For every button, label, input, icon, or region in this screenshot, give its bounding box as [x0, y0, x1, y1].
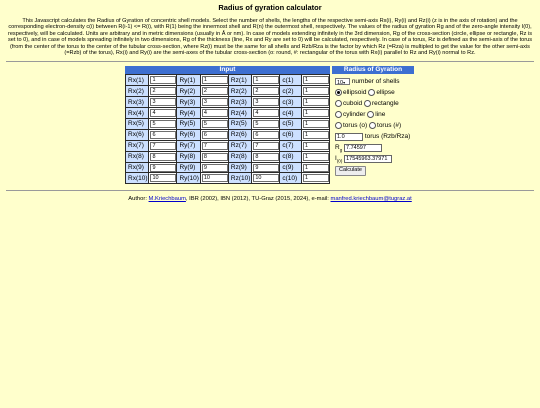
c-cell	[302, 173, 330, 184]
ry-cell	[200, 151, 228, 162]
rg-row	[335, 142, 414, 153]
input-row	[126, 140, 330, 151]
rx-label: Rx(10)	[126, 173, 149, 184]
rx-cell	[149, 140, 177, 151]
rz-cell	[252, 151, 280, 162]
rx-cell	[149, 129, 177, 140]
c-cell	[302, 75, 330, 86]
ry-cell	[200, 97, 228, 108]
i0-row	[335, 153, 414, 164]
c-input[interactable]: 1	[303, 174, 329, 182]
c-label: c(1)	[280, 75, 302, 86]
footer	[0, 196, 540, 202]
c-cell	[302, 108, 330, 119]
rx-input[interactable]: 7	[150, 142, 176, 150]
input-row	[126, 86, 330, 97]
rz-label: Rz(5)	[228, 119, 251, 130]
rz-cell	[252, 75, 280, 86]
ry-input[interactable]: 9	[202, 164, 228, 172]
rg-output[interactable]: 7.74597	[344, 144, 382, 152]
ry-cell	[200, 140, 228, 151]
input-panel	[125, 66, 330, 184]
ry-label: Ry(5)	[177, 119, 200, 130]
c-label: c(9)	[280, 162, 302, 173]
i0-output[interactable]: 17545963.37971	[344, 155, 392, 163]
ry-input[interactable]: 1	[202, 76, 228, 84]
calculator-area	[0, 66, 540, 190]
c-label: c(8)	[280, 151, 302, 162]
ry-input[interactable]: 6	[202, 131, 228, 139]
rx-cell	[149, 97, 177, 108]
rz-input[interactable]: 1	[253, 76, 279, 84]
rz-label: Rz(2)	[228, 86, 251, 97]
rz-cell	[252, 129, 280, 140]
c-cell	[302, 86, 330, 97]
rz-cell	[252, 108, 280, 119]
rx-input[interactable]: 3	[150, 98, 176, 106]
rx-cell	[149, 162, 177, 173]
rx-cell	[149, 151, 177, 162]
c-cell	[302, 162, 330, 173]
rx-input[interactable]: 10	[150, 174, 176, 182]
rx-cell	[149, 86, 177, 97]
rz-cell	[252, 173, 280, 184]
ry-cell	[200, 162, 228, 173]
email-link[interactable]: manfred.kriechbaum@tugraz.at	[330, 196, 412, 203]
footer-middle: , IBR (2002), IBN (2012), TU-Graz (2015, 2024), e-mail:	[185, 196, 331, 203]
rz-input[interactable]: 9	[253, 164, 279, 172]
c-input[interactable]: 1	[303, 76, 329, 84]
label-line: line	[375, 111, 386, 119]
torus-factor-input[interactable]: 1.0	[335, 133, 363, 141]
c-label: c(4)	[280, 108, 302, 119]
ry-label: Ry(4)	[177, 108, 200, 119]
ry-label: Ry(1)	[177, 75, 200, 86]
c-cell	[302, 97, 330, 108]
input-row	[126, 173, 330, 184]
c-cell	[302, 119, 330, 130]
rz-label: Rz(8)	[228, 151, 251, 162]
c-cell	[302, 151, 330, 162]
rz-label: Rz(6)	[228, 129, 251, 140]
c-input[interactable]: 1	[303, 164, 329, 172]
radio-rectangle[interactable]	[364, 100, 371, 107]
c-label: c(3)	[280, 97, 302, 108]
input-row	[126, 97, 330, 108]
input-row	[126, 151, 330, 162]
rz-label: Rz(3)	[228, 97, 251, 108]
shells-row	[335, 76, 414, 87]
ry-input[interactable]: 2	[202, 87, 228, 95]
rx-label: Rx(3)	[126, 97, 149, 108]
radio-cylinder[interactable]	[335, 111, 342, 118]
rx-label: Rx(9)	[126, 162, 149, 173]
rx-input[interactable]: 4	[150, 109, 176, 117]
ry-cell	[200, 173, 228, 184]
chevron-down-icon: ▾	[343, 80, 346, 86]
shells-label: number of shells	[351, 78, 400, 86]
rz-input[interactable]: 2	[253, 87, 279, 95]
rz-label: Rz(1)	[228, 75, 251, 86]
rz-label: Rz(10)	[228, 173, 251, 184]
label-cylinder: cylinder	[343, 111, 366, 119]
rz-input[interactable]: 5	[253, 120, 279, 128]
label-ellipsoid: ellipsoid	[343, 89, 367, 97]
rz-cell	[252, 119, 280, 130]
rx-label: Rx(7)	[126, 140, 149, 151]
c-cell	[302, 129, 330, 140]
rz-input[interactable]: 7	[253, 142, 279, 150]
label-rectangle: rectangle	[371, 100, 399, 108]
rx-input[interactable]: 2	[150, 87, 176, 95]
calculate-button[interactable]: Calculate	[335, 166, 366, 176]
ry-input[interactable]: 7	[202, 142, 228, 150]
rz-input[interactable]: 10	[253, 174, 279, 182]
torus-factor-row	[335, 131, 414, 142]
label-torus-round: torus (o)	[343, 122, 368, 130]
rz-input[interactable]: 3	[253, 98, 279, 106]
ry-input[interactable]: 10	[202, 174, 228, 182]
ry-label: Ry(2)	[177, 86, 200, 97]
c-input[interactable]: 1	[303, 142, 329, 150]
rx-label: Rx(6)	[126, 129, 149, 140]
rx-input[interactable]: 1	[150, 76, 176, 84]
rx-label: Rx(4)	[126, 108, 149, 119]
c-label: c(2)	[280, 86, 302, 97]
rz-input[interactable]: 8	[253, 153, 279, 161]
label-torus-rect: torus (#)	[377, 122, 402, 130]
rx-cell	[149, 119, 177, 130]
ry-label: Ry(10)	[177, 173, 200, 184]
ry-cell	[200, 108, 228, 119]
i0-label: $I_{(0)}$	[335, 155, 343, 164]
rog-header: Radius of Gyration	[332, 66, 414, 74]
c-label: c(5)	[280, 119, 302, 130]
shape-row-2	[335, 98, 414, 109]
author-link[interactable]: M.Kriechbaum	[148, 196, 186, 203]
input-header: Input	[125, 66, 330, 74]
shape-row-1	[335, 87, 414, 98]
rx-label: Rx(8)	[126, 151, 149, 162]
input-table	[125, 74, 330, 184]
label-ellipse: ellipse	[376, 89, 395, 97]
c-input[interactable]: 1	[303, 109, 329, 117]
c-label: c(10)	[280, 173, 302, 184]
rz-cell	[252, 162, 280, 173]
divider-top	[6, 61, 534, 62]
rz-label: Rz(4)	[228, 108, 251, 119]
radio-ellipse[interactable]	[368, 89, 375, 96]
ry-label: Ry(7)	[177, 140, 200, 151]
footer-prefix: Author:	[128, 196, 149, 203]
c-label: c(6)	[280, 129, 302, 140]
rx-input[interactable]: 9	[150, 164, 176, 172]
c-input[interactable]: 1	[303, 120, 329, 128]
c-input[interactable]: 1	[303, 131, 329, 139]
ry-label: Ry(9)	[177, 162, 200, 173]
radio-torus-round[interactable]	[335, 122, 342, 129]
input-row	[126, 162, 330, 173]
ry-label: Ry(3)	[177, 97, 200, 108]
input-row	[126, 129, 330, 140]
rx-input[interactable]: 6	[150, 131, 176, 139]
rz-cell	[252, 86, 280, 97]
rx-input[interactable]: 8	[150, 153, 176, 161]
ry-input[interactable]: 4	[202, 109, 228, 117]
c-label: c(7)	[280, 140, 302, 151]
rx-label: Rx(2)	[126, 86, 149, 97]
rx-input[interactable]: 5	[150, 120, 176, 128]
ry-cell	[200, 129, 228, 140]
rx-cell	[149, 75, 177, 86]
calculate-row	[335, 164, 414, 175]
shape-row-3	[335, 109, 414, 120]
rx-cell	[149, 108, 177, 119]
rz-cell	[252, 97, 280, 108]
radius-of-gyration-panel	[332, 66, 414, 175]
rz-label: Rz(9)	[228, 162, 251, 173]
c-input[interactable]: 1	[303, 98, 329, 106]
ry-input[interactable]: 3	[202, 98, 228, 106]
radio-cuboid[interactable]	[335, 100, 342, 107]
shape-row-4	[335, 120, 414, 131]
c-input[interactable]: 1	[303, 87, 329, 95]
rg-label: $R_g$	[335, 144, 343, 153]
rz-label: Rz(7)	[228, 140, 251, 151]
c-input[interactable]: 1	[303, 153, 329, 161]
radio-line[interactable]	[367, 111, 374, 118]
c-cell	[302, 140, 330, 151]
shells-select[interactable]	[335, 78, 350, 85]
rx-label: Rx(1)	[126, 75, 149, 86]
ry-input[interactable]: 5	[202, 120, 228, 128]
description: This Javascript calculates the Radius of Gyration of concentric shell models. Select the number of shells, the lengths of the respective semi-axis Rx(i), Ry(i) and Rz(i) (z is in the axis of rotation) and the corresponding electron-density c(i) between R(i-1) <= R(i), with R(1) being the innermost shell and R(n) the outermost shell, respectively. The values of the radius of gyration Rg and of the zero-angle intensity I(0), respectively, will be calculated. Units are arbitrary and in metric dimensions (usually in Å or nm). In case of models extending infinitely in the 3rd dimension, Rg of the cross-section (circle, ellipse or rectangle, Rz is set to 0), and in case of models spreading infinitely in two dimensions, Rg of the thickness (line, Rx and Ry are set to 0) will be calculated, respectively. In case of a torus, Rz is defined as the semi-axis of the torus (from the center of the torus to the center of the tubular cross-section, where Rz(i) must be the same for all shells and Rzb/Rza is the factor by which Rz (=Rza) is multipled to get the value for the other semi-axis (=Rzb) of the torus), Rx(i) and Ry(i) are the semi-axes of the tubular cross-section (o: round, #: rectangular of the torus with Rx(i) parallel to Rz and Ry(i) normal to Rz.	[7, 18, 533, 57]
rz-input[interactable]: 6	[253, 131, 279, 139]
ry-label: Ry(8)	[177, 151, 200, 162]
radio-torus-rect[interactable]	[369, 122, 376, 129]
rz-cell	[252, 140, 280, 151]
ry-cell	[200, 119, 228, 130]
ry-label: Ry(6)	[177, 129, 200, 140]
rx-cell	[149, 173, 177, 184]
rx-label: Rx(5)	[126, 119, 149, 130]
radio-ellipsoid[interactable]	[335, 89, 342, 96]
input-row	[126, 119, 330, 130]
ry-input[interactable]: 8	[202, 153, 228, 161]
ry-cell	[200, 75, 228, 86]
input-row	[126, 108, 330, 119]
label-cuboid: cuboid	[343, 100, 363, 108]
rz-input[interactable]: 4	[253, 109, 279, 117]
input-row	[126, 75, 330, 86]
divider-bottom	[6, 190, 534, 191]
shells-select-value: 10	[337, 80, 344, 87]
page-title: Radius of gyration calculator	[218, 3, 322, 12]
ry-cell	[200, 86, 228, 97]
torus-factor-label: torus (Rzb/Rza)	[364, 133, 411, 141]
